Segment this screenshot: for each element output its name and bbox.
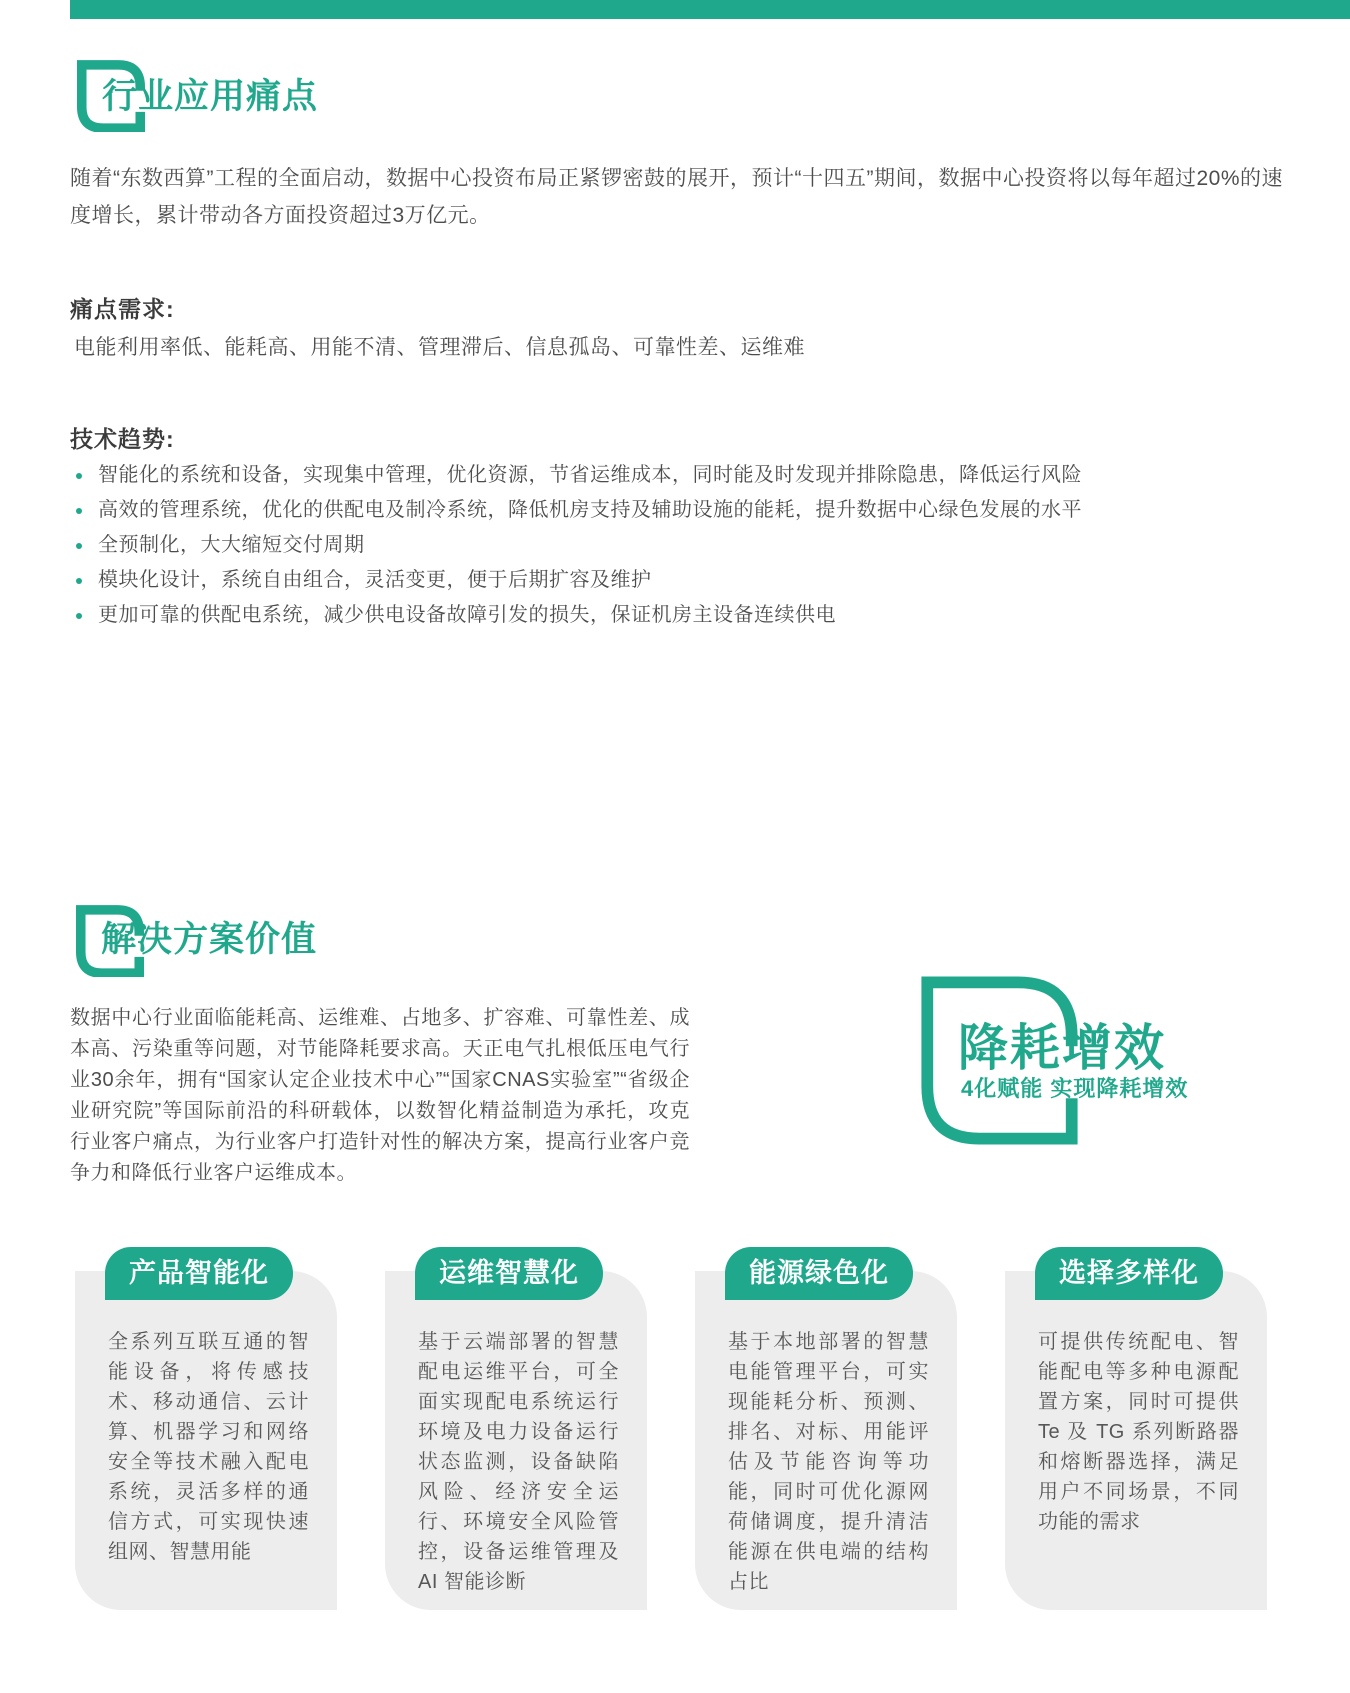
feature-cards-row <box>75 1247 1267 1610</box>
solution-value-paragraph: 数据中心行业面临能耗高、运维难、占地多、扩容难、可靠性差、成本高、污染重等问题，对节能降耗要求高。天正电气扎根低压电气行业30余年，拥有“国家认定企业技术中心”“国家CNAS实验室”“省级企业研究院”等国际前沿的科研载体，以数智化精益制造为承托，攻克行业客户痛点，为行业客户打造针对性的解决方案，提高行业客户竞争力和降低行业客户运维成本。 <box>70 1007 690 1184</box>
highlight-title: 降耗增效 <box>958 1020 1166 1076</box>
card-text: 全系列互联互通的智能设备，将传感技术、移动通信、云计算、机器学习和网络安全等技术融入配电系统，灵活多样的通信方式，可实现快速组网、智慧用能 <box>108 1331 309 1563</box>
bullet-dot-icon <box>76 613 82 619</box>
trend-item <box>74 493 1082 528</box>
feature-card-choice <box>1005 1247 1267 1610</box>
card-text: 基于云端部署的智慧配电运维平台，可全面实现配电系统运行环境及电力设备运行状态监测，设备缺陷风险、经济安全运行、环境安全风险管控，设备运维管理及 AI 智能诊断 <box>418 1331 619 1593</box>
trend-item <box>74 528 1082 563</box>
bullet-dot-icon <box>76 578 82 584</box>
card-title-badge: 产品智能化 <box>105 1247 293 1300</box>
card-body <box>1005 1271 1267 1610</box>
trend-item <box>74 563 1082 598</box>
highlight-subtitle: 4化赋能 实现降耗增效 <box>961 1076 1189 1101</box>
section-title-value: 解决方案价值 <box>101 920 318 959</box>
feature-card-product <box>75 1247 337 1610</box>
card-text: 可提供传统配电、智能配电等多种电源配置方案，同时可提供 Te 及 TG 系列断路器和熔断器选择，满足用户不同场景，不同功能的需求 <box>1038 1331 1239 1533</box>
pain-demand-text: 电能利用率低、能耗高、用能不清、管理滞后、信息孤岛、可靠性差、运维难 <box>74 336 805 359</box>
section-title-pain: 行业应用痛点 <box>102 77 319 116</box>
trend-item <box>74 458 1082 493</box>
pain-demand-label: 痛点需求: <box>70 296 175 322</box>
tech-trend-list <box>74 458 1082 633</box>
feature-card-operation <box>385 1247 647 1610</box>
card-body <box>75 1271 337 1610</box>
trend-item-text: 智能化的系统和设备，实现集中管理，优化资源，节省运维成本，同时能及时发现并排除隐患，降低运行风险 <box>98 464 1082 486</box>
card-body <box>385 1271 647 1610</box>
tech-trend-label: 技术趋势: <box>70 426 175 452</box>
trend-item <box>74 598 1082 633</box>
trend-item-text: 模块化设计，系统自由组合，灵活变更，便于后期扩容及维护 <box>98 569 652 591</box>
card-body <box>695 1271 957 1610</box>
bullet-dot-icon <box>76 473 82 479</box>
card-text: 基于本地部署的智慧电能管理平台，可实现能耗分析、预测、排名、对标、用能评估及节能咨询等功能，同时可优化源网荷储调度，提升清洁能源在供电端的结构占比 <box>728 1331 929 1593</box>
card-title-badge: 能源绿色化 <box>725 1247 913 1300</box>
trend-item-text: 高效的管理系统，优化的供配电及制冷系统，降低机房支持及辅助设施的能耗，提升数据中心绿色发展的水平 <box>98 499 1082 521</box>
top-accent-bar <box>70 0 1350 19</box>
pain-intro-paragraph: 随着“东数西算”工程的全面启动，数据中心投资布局正紧锣密鼓的展开，预计“十四五”期间，数据中心投资将以每年超过20%的速度增长，累计带动各方面投资超过3万亿元。 <box>70 167 1283 227</box>
trend-item-text: 全预制化，大大缩短交付周期 <box>98 534 365 556</box>
card-title-badge: 选择多样化 <box>1035 1247 1223 1300</box>
card-title-badge: 运维智慧化 <box>415 1247 603 1300</box>
feature-card-energy <box>695 1247 957 1610</box>
bullet-dot-icon <box>76 508 82 514</box>
bullet-dot-icon <box>76 543 82 549</box>
trend-item-text: 更加可靠的供配电系统，减少供电设备故障引发的损失，保证机房主设备连续供电 <box>98 604 836 626</box>
